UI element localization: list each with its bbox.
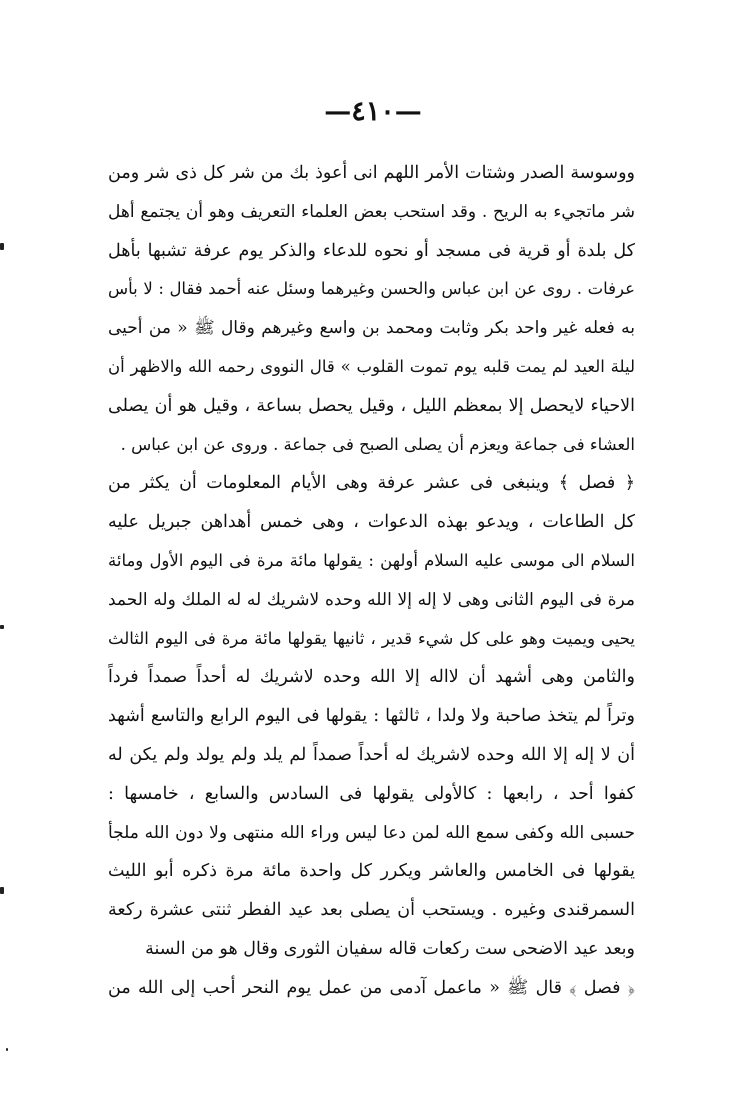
text-line: يقولها فى الخامس والعاشر ويكرر كل واحدة مائة مرة ذكره أبو الليث <box>108 861 635 882</box>
paragraph-end-line: العشاء فى جماعة ويعزم أن يصلى الصبح فى جماعة . وروى عن ابن عباس . <box>120 434 635 454</box>
margin-mark <box>0 887 4 894</box>
text-line: كل بلدة أو قرية فى مسجد أو نحوه للدعاء والذكر يوم عرفة تشبها بأهل <box>108 240 635 261</box>
text-line: مرة فى اليوم الثانى وهى لا إله إلا الله وحده لاشريك له له الملك وله الحمد <box>108 589 635 610</box>
text-line: أن لا إله إلا الله وحده لاشريك له أحداً صمداً لم يلد ولم يولد ولم يكن له <box>108 744 635 765</box>
text-line: السلام الى موسى عليه السلام أولهن : يقولها مائة مرة فى اليوم الأول ومائة <box>108 550 635 570</box>
paragraph-end-line: وبعد عيد الاضحى ست ركعات قاله سفيان الثورى وقال هو من السنة <box>145 938 635 959</box>
margin-mark <box>0 243 4 250</box>
text-line: حسبى الله وكفى سمع الله لمن دعا ليس وراء الله منتهى ولا دون الله ملجأ <box>108 822 635 843</box>
text-line: الاحياء لايحصل إلا بمعظم الليل ، وقيل يحصل بساعة ، وقيل هو أن يصلى <box>108 395 635 416</box>
text-line: يحيى ويميت وهو على كل شيء قدير ، ثانيها يقولها مائة مرة فى اليوم الثالث <box>108 628 635 648</box>
text-line: به فعله غير واحد بكر وثابت ومحمد بن واسع وغيرهم وقال ﷺ « من أحيى <box>108 318 635 339</box>
text-line: السمرقندى وغيره . ويستحب أن يصلى بعد عيد الفطر ثنتى عشرة ركعة <box>108 900 635 921</box>
margin-mark <box>6 1048 8 1051</box>
text-line: وتراً لم يتخذ صاحبة ولا ولدا ، ثالثها : يقولها فى اليوم الرابع والتاسع أشهد <box>108 706 635 727</box>
text-line: ووسوسة الصدر وشتات الأمر اللهم انى أعوذ بك من شر كل ذى شر ومن <box>108 163 635 183</box>
text-line: كل الطاعات ، ويدعو بهذه الدعوات ، وهى خمس أهداهن جبريل عليه <box>108 512 635 533</box>
margin-mark <box>0 625 4 629</box>
section-heading-line: ﴿ فصل ﴾ وينبغى فى عشر عرفة وهى الأيام المعلومات أن يكثر من <box>108 473 635 494</box>
page-number: —٤١٠— <box>324 96 422 127</box>
text-line: كفوا أحد ، رابعها : كالأولى يقولها فى السادس والسابع ، خامسها : <box>108 783 635 804</box>
body-text <box>108 154 635 1008</box>
text-line: والثامن وهى أشهد أن لااله إلا الله وحده لاشريك له أحداً صمداً فرداً <box>108 667 635 688</box>
section-heading-line: ﴿ فصل ﴾ قال ﷺ « ماعمل آدمى من عمل يوم النحر أحب إلى الله من <box>108 977 635 998</box>
text-line: ليلة العيد لم يمت قلبه يوم تموت القلوب » قال النووى رحمه الله والاظهر أن <box>108 356 635 376</box>
text-line: شر ماتجيء به الريح . وقد استحب بعض العلماء التعريف وهو أن يجتمع أهل <box>108 201 635 222</box>
text-line: عرفات . روى عن ابن عباس والحسن وغيرهما وسئل عنه أحمد فقال : لا بأس <box>108 279 635 299</box>
